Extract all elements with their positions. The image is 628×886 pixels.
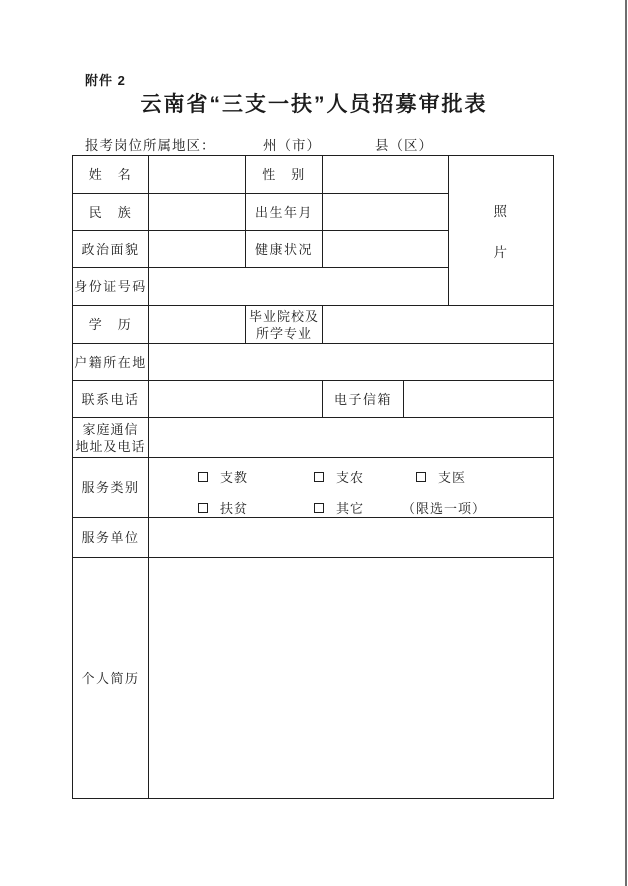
id-number-value-cell (149, 268, 449, 306)
school-major-label-line2: 所学专业 (255, 325, 312, 341)
education-label: 学 历 (73, 306, 149, 344)
table-row (73, 156, 554, 194)
home-address-label-line1: 家庭通信 (82, 421, 139, 437)
political-status-value-cell (149, 231, 246, 268)
service-option-qita (314, 498, 364, 517)
health-label: 健康状况 (246, 231, 323, 268)
name-value-cell (149, 156, 246, 194)
ethnicity-label: 民 族 (73, 194, 149, 231)
photo-label-char1: 照 (493, 204, 509, 219)
table-row (73, 306, 554, 344)
recruitment-form-table (72, 155, 554, 799)
home-address-label-line2: 地址及电话 (75, 438, 146, 454)
resume-value-cell (149, 558, 554, 799)
checkbox-qita-icon[interactable] (314, 503, 324, 513)
checkbox-fupin-icon[interactable] (198, 503, 208, 513)
photo-label-char2: 片 (493, 245, 509, 260)
service-option-zhinong (314, 467, 364, 486)
service-options-row1 (149, 467, 553, 485)
attachment-label: 附件 2 (85, 73, 126, 88)
table-row (73, 381, 554, 418)
gender-value-cell (323, 156, 449, 194)
resume-label: 个人简历 (73, 558, 149, 799)
health-value-cell (323, 231, 449, 268)
ethnicity-value-cell (149, 194, 246, 231)
photo-box (449, 156, 554, 306)
id-number-label: 身份证号码 (73, 268, 149, 306)
county-label: 县（区） (375, 138, 433, 153)
service-option-zhiyi (416, 467, 466, 486)
checkbox-zhinong-icon[interactable] (314, 472, 324, 482)
service-option-fupin (198, 498, 248, 517)
region-prefix-label: 报考岗位所属地区： (85, 138, 216, 153)
page-title: 云南省“三支一扶”人员招募审批表 (140, 93, 488, 116)
service-option-zhijiao (198, 467, 248, 486)
service-type-label: 服务类别 (73, 458, 149, 518)
checkbox-zhiyi-icon[interactable] (416, 472, 426, 482)
service-option-label: 支农 (336, 470, 365, 485)
scan-page-edge (625, 0, 627, 886)
prefecture-label: 州（市） (263, 138, 321, 153)
school-major-label (246, 306, 323, 344)
name-label: 姓 名 (73, 156, 149, 194)
table-row (73, 418, 554, 458)
email-label: 电子信箱 (323, 381, 404, 418)
phone-value-cell (149, 381, 323, 418)
region-line (0, 134, 628, 152)
checkbox-zhijiao-icon[interactable] (198, 472, 208, 482)
table-row (73, 344, 554, 381)
school-major-label-line1: 毕业院校及 (248, 308, 319, 324)
service-unit-label: 服务单位 (73, 518, 149, 558)
residence-value-cell (149, 344, 554, 381)
education-value-cell (149, 306, 246, 344)
table-row (73, 458, 554, 518)
service-option-label: 扶贫 (220, 501, 249, 516)
table-row (73, 558, 554, 799)
email-value-cell (404, 381, 554, 418)
birthdate-value-cell (323, 194, 449, 231)
residence-label: 户籍所在地 (73, 344, 149, 381)
service-options-row2 (149, 498, 553, 516)
service-type-options-cell (149, 458, 554, 518)
birthdate-label: 出生年月 (246, 194, 323, 231)
home-address-value-cell (149, 418, 554, 458)
service-option-label: 其它 (336, 501, 365, 516)
service-option-label: 支教 (220, 470, 249, 485)
phone-label: 联系电话 (73, 381, 149, 418)
service-unit-value-cell (149, 518, 554, 558)
table-row (73, 518, 554, 558)
gender-label: 性 别 (246, 156, 323, 194)
school-major-value-cell (323, 306, 554, 344)
service-option-label: 支医 (438, 470, 467, 485)
political-status-label: 政治面貌 (73, 231, 149, 268)
home-address-label (73, 418, 149, 458)
service-limit-note: （限选一项） (402, 501, 487, 516)
